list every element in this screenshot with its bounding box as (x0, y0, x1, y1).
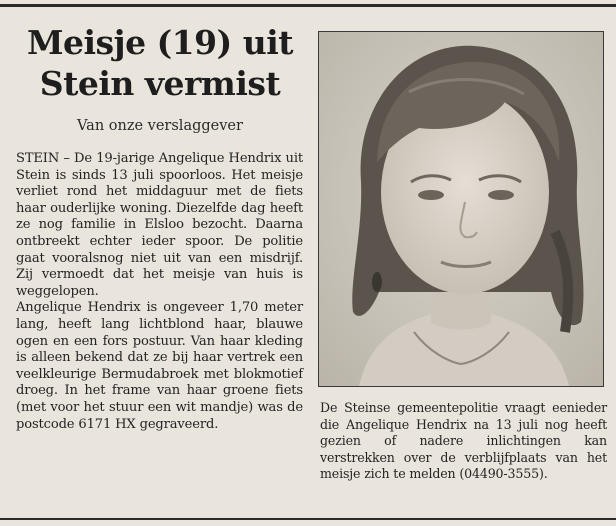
headline-line-1: Meisje (19) uit (27, 23, 293, 62)
photo-caption: De Steinse gemeentepolitie vraagt eenieder die Angelique Hendrix na 13 juli nog heeft gezien of nadere inlichtingen kan verstrekken over de verblijfplaats van het meisje zich te melden (04490-3555). (320, 400, 607, 482)
article-body (16, 151, 303, 433)
portrait-illustration (319, 32, 603, 386)
bottom-rule (0, 518, 616, 520)
paragraph-2: Angelique Hendrix is ongeveer 1,70 meter lang, heeft lang lichtblond haar, blauwe ogen en een fors postuur. Van haar kleding is alleen bekend dat ze bij haar vertrek een veelkleurige Bermudabroek met blokmotief droeg. In het frame van haar groene fiets (met voor het stuur een wit mandje) was de postcode 6171 HX gegraveerd. (16, 300, 303, 432)
paragraph-1: STEIN – De 19-jarige Angelique Hendrix uit Stein is sinds 13 juli spoorloos. Het meisje verliet rond het middaguur met de fiets haar ouderlijke woning. Diezelfde dag heeft ze nog familie in Elsloo bezocht. Daarna ontbreekt echter ieder spoor. De politie gaat vooralsnog niet uit van een misdrijf. Zij vermoedt dat het meisje van huis is weggelopen. (16, 151, 303, 299)
byline: Van onze verslaggever (77, 118, 243, 134)
portrait-photo (318, 31, 604, 387)
headline-line-2: Stein vermist (39, 64, 281, 103)
top-rule (0, 4, 616, 7)
headline (14, 22, 306, 104)
